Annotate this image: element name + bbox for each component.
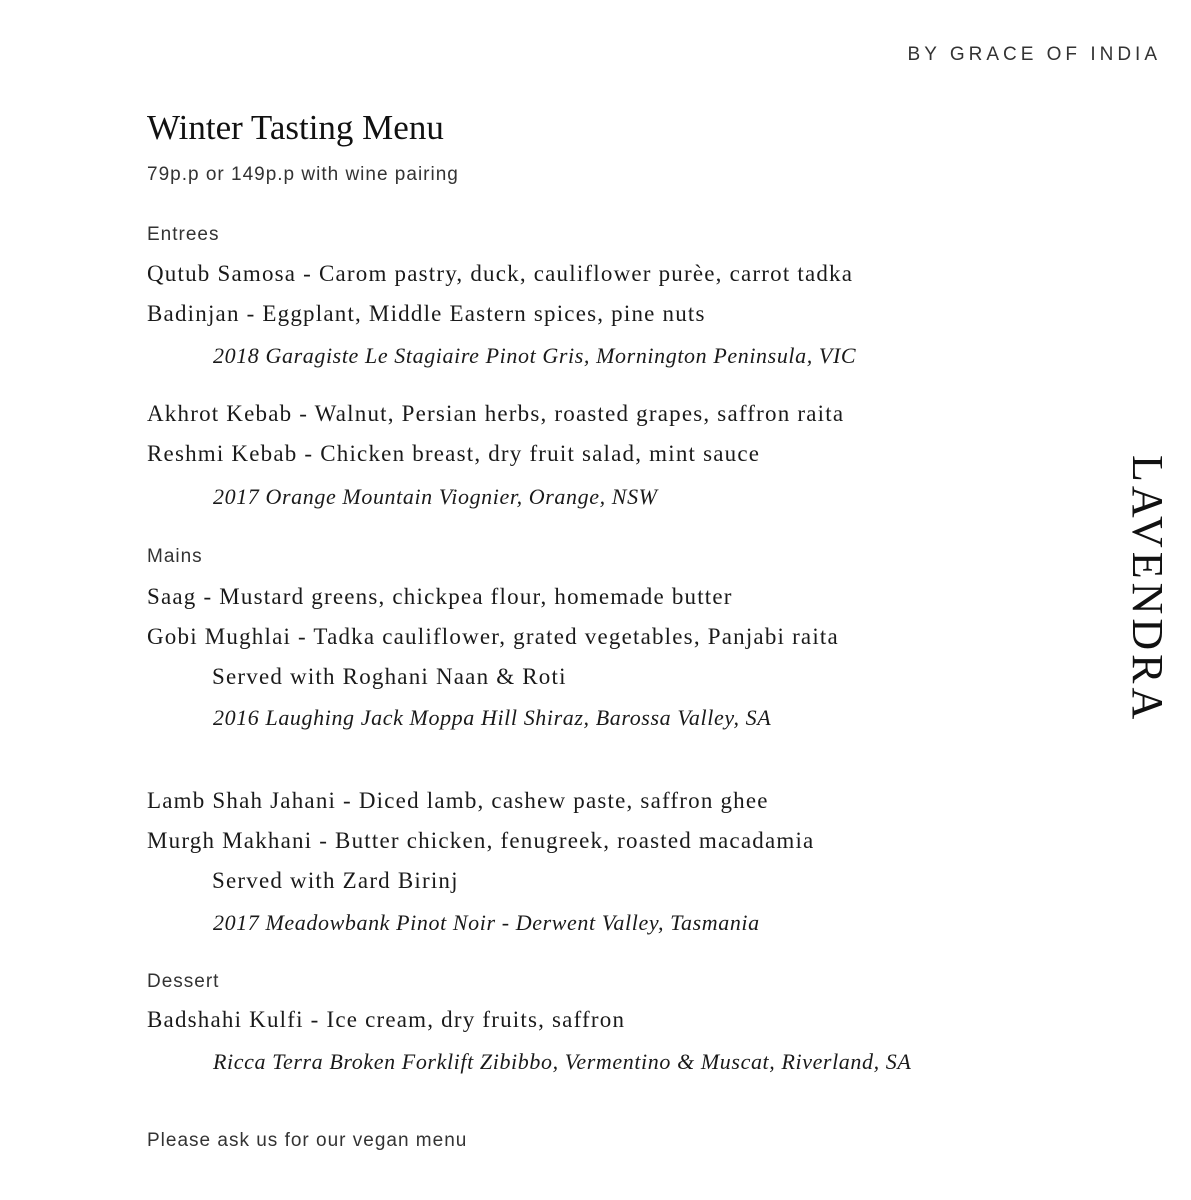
dish-item: Saag - Mustard greens, chickpea flour, homemade butter: [147, 584, 733, 609]
section-heading-mains: Mains: [147, 546, 203, 567]
menu-title: Winter Tasting Menu: [147, 108, 444, 147]
dish-item: Lamb Shah Jahani - Diced lamb, cashew paste, saffron ghee: [147, 788, 769, 813]
dish-item: Akhrot Kebab - Walnut, Persian herbs, roasted grapes, saffron raita: [147, 401, 845, 426]
dish-item: Reshmi Kebab - Chicken breast, dry fruit salad, mint sauce: [147, 441, 761, 466]
wine-pairing: 2018 Garagiste Le Stagiaire Pinot Gris, Mornington Peninsula, VIC: [213, 343, 857, 368]
section-heading-entrees: Entrees: [147, 224, 220, 245]
menu-price: 79p.p or 149p.p with wine pairing: [147, 164, 459, 185]
wine-pairing: 2017 Meadowbank Pinot Noir - Derwent Valley, Tasmania: [213, 910, 760, 935]
dish-item: Qutub Samosa - Carom pastry, duck, cauliflower purèe, carrot tadka: [147, 261, 854, 286]
served-with-note: Served with Roghani Naan & Roti: [212, 664, 567, 689]
dish-item: Gobi Mughlai - Tadka cauliflower, grated vegetables, Panjabi raita: [147, 624, 839, 649]
tagline: BY GRACE OF INDIA: [907, 44, 1161, 65]
brand-logo-vertical: LAVENDRA: [1123, 455, 1172, 724]
wine-pairing: 2017 Orange Mountain Viognier, Orange, NSW: [213, 484, 658, 509]
dish-item: Murgh Makhani - Butter chicken, fenugreek, roasted macadamia: [147, 828, 815, 853]
served-with-note: Served with Zard Birinj: [212, 868, 459, 893]
dish-item: Badshahi Kulfi - Ice cream, dry fruits, saffron: [147, 1007, 626, 1032]
wine-pairing: Ricca Terra Broken Forklift Zibibbo, Vermentino & Muscat, Riverland, SA: [213, 1049, 912, 1074]
section-heading-dessert: Dessert: [147, 971, 220, 992]
dish-item: Badinjan - Eggplant, Middle Eastern spices, pine nuts: [147, 301, 706, 326]
wine-pairing: 2016 Laughing Jack Moppa Hill Shiraz, Barossa Valley, SA: [213, 705, 772, 730]
vegan-menu-note: Please ask us for our vegan menu: [147, 1130, 468, 1151]
